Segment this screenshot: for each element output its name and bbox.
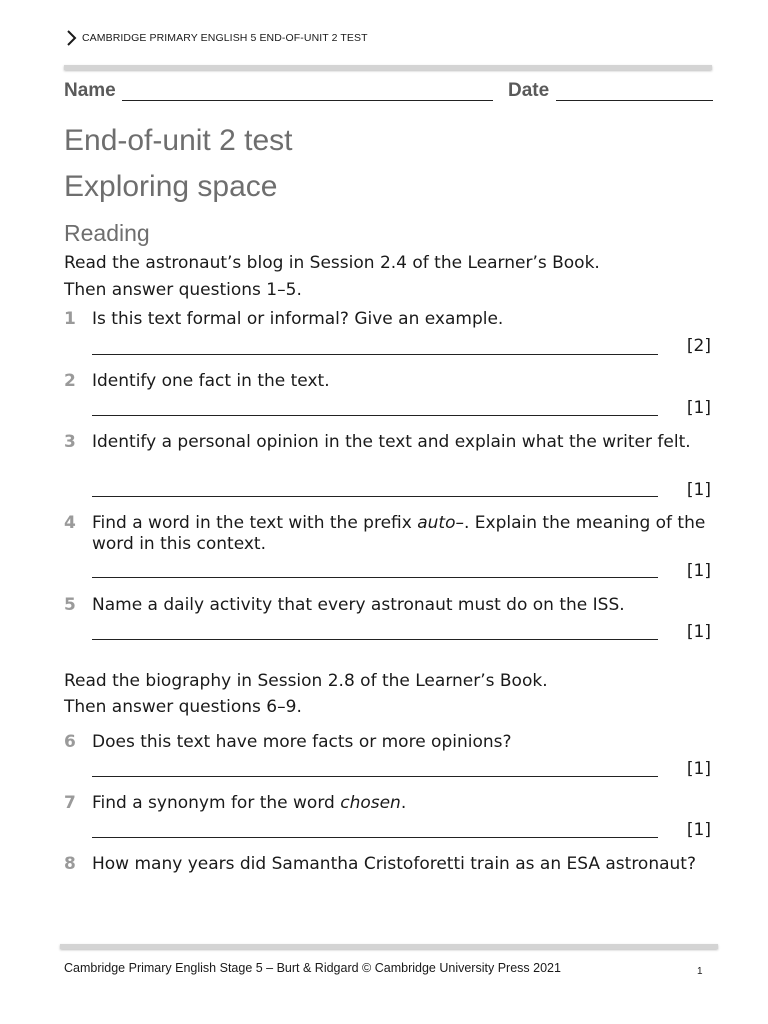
footer-divider [60, 944, 718, 949]
question-text: Identify a personal opinion in the text and explain what the writer felt. [92, 432, 691, 452]
instruction-line: Read the biography in Session 2.8 of the Learner’s Book. [64, 671, 548, 691]
question-number: 8 [64, 854, 76, 874]
page-number: 1 [697, 966, 703, 977]
instruction-line: Then answer questions 1–5. [64, 280, 302, 300]
question-text: Identify one fact in the text. [92, 371, 330, 391]
section-heading: Reading [64, 220, 150, 246]
question-text: How many years did Samantha Cristoforetti train as an ESA astronaut? [92, 854, 696, 874]
answer-line[interactable] [92, 415, 658, 416]
running-head-text: CAMBRIDGE PRIMARY ENGLISH 5 END-OF-UNIT 2 TEST [82, 32, 368, 44]
marks-label: [1] [686, 622, 711, 642]
answer-line[interactable] [92, 837, 658, 838]
question-text: Find a word in the text with the prefix auto–. Explain the meaning of the word in this context. [92, 513, 706, 554]
unit-title: Exploring space [64, 170, 278, 203]
question-text: Find a synonym for the word chosen. [92, 793, 407, 813]
answer-line[interactable] [92, 496, 658, 497]
marks-label: [1] [686, 480, 711, 500]
marks-label: [1] [686, 398, 711, 418]
marks-label: [1] [686, 759, 711, 779]
running-header [64, 28, 368, 48]
question-number: 5 [64, 595, 76, 615]
test-title: End-of-unit 2 test [64, 124, 293, 157]
question-number: 4 [64, 513, 76, 533]
answer-line[interactable] [92, 354, 658, 355]
question-text: Does this text have more facts or more opinions? [92, 732, 512, 752]
question-text: Is this text formal or informal? Give an example. [92, 309, 504, 329]
marks-label: [2] [686, 336, 711, 356]
marks-label: [1] [686, 561, 711, 581]
date-label: Date [508, 80, 550, 101]
name-label: Name [64, 80, 116, 101]
question-text: Name a daily activity that every astronaut must do on the ISS. [92, 595, 625, 615]
name-field[interactable] [122, 100, 493, 101]
name-date-row [64, 80, 713, 104]
question-number: 6 [64, 732, 76, 752]
question-number: 1 [64, 309, 76, 329]
marks-label: [1] [686, 820, 711, 840]
answer-line[interactable] [92, 776, 658, 777]
header-divider [64, 65, 712, 70]
instruction-line: Then answer questions 6–9. [64, 697, 302, 717]
question-number: 2 [64, 371, 76, 391]
footer-credit: Cambridge Primary English Stage 5 – Burt & Ridgard © Cambridge University Press 2021 [64, 961, 561, 975]
answer-line[interactable] [92, 639, 658, 640]
instruction-line: Read the astronaut’s blog in Session 2.4 of the Learner’s Book. [64, 253, 600, 273]
chevron-right-icon [64, 29, 78, 47]
date-field[interactable] [556, 100, 713, 101]
question-number: 7 [64, 793, 76, 813]
question-number: 3 [64, 432, 76, 452]
answer-line[interactable] [92, 577, 658, 578]
